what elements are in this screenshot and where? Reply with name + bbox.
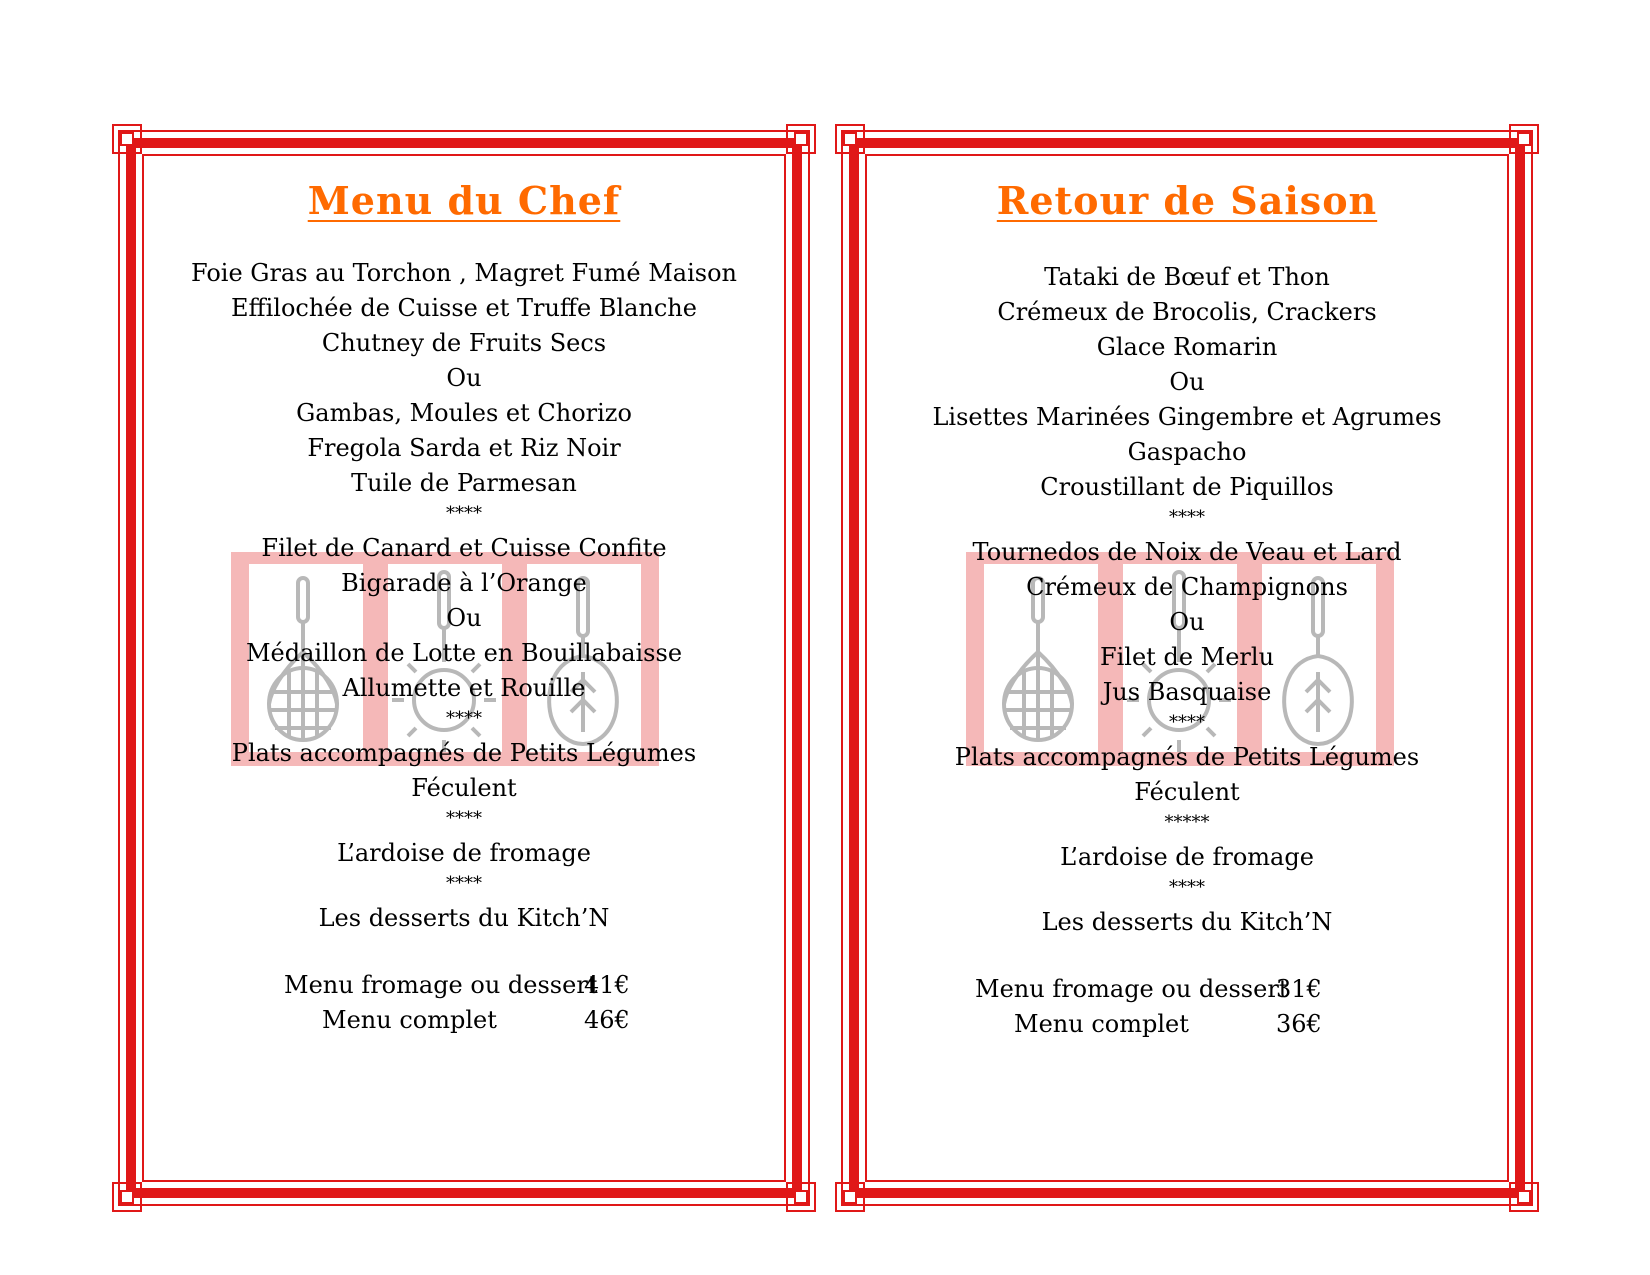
menu-items-list	[841, 260, 1533, 1042]
price-label: Menu complet	[1014, 1010, 1189, 1038]
menu-line: Croustillant de Piquillos	[1040, 473, 1334, 501]
menu-line: Bigarade à l’Orange	[341, 569, 587, 597]
menu-line: Plats accompagnés de Petits Légumes	[231, 739, 697, 767]
course-separator: ****	[446, 708, 482, 729]
menu-line: L’ardoise de fromage	[1060, 843, 1314, 871]
menu-title: Retour de Saison	[996, 178, 1378, 223]
course-separator: ****	[1169, 877, 1205, 898]
menu-line: Médaillon de Lotte en Bouillabaisse	[245, 639, 683, 667]
menu-line: Glace Romarin	[1096, 333, 1278, 361]
menu-line: Plats accompagnés de Petits Légumes	[954, 743, 1420, 771]
menu-line: Filet de Merlu	[1099, 643, 1275, 671]
price-value: 46€	[584, 1006, 630, 1034]
menu-line: Chutney de Fruits Secs	[321, 329, 607, 357]
menu-line: Tataki de Bœuf et Thon	[1044, 263, 1330, 291]
menu-line: Jus Basquaise	[1102, 678, 1272, 706]
menu-line: Les desserts du Kitch’N	[318, 904, 610, 932]
price-label: Menu fromage ou dessert	[975, 975, 1289, 1003]
menu-line: Féculent	[1134, 778, 1240, 806]
price-row	[118, 1003, 810, 1038]
menu-line: Féculent	[411, 774, 517, 802]
menu-line: Ou	[1169, 608, 1205, 636]
menu-card-chef	[118, 130, 810, 1206]
menu-line: Gambas, Moules et Chorizo	[296, 399, 632, 427]
menu-line: Crémeux de Champignons	[1026, 573, 1348, 601]
menu-line: Ou	[446, 364, 482, 392]
price-row	[118, 968, 810, 1003]
menu-line: Tournedos de Noix de Veau et Lard	[972, 538, 1402, 566]
price-label: Menu complet	[322, 1006, 497, 1034]
menu-line: Foie Gras au Torchon , Magret Fumé Maison	[190, 259, 738, 287]
menu-line: Allumette et Rouille	[342, 674, 586, 702]
menu-line: L’ardoise de fromage	[337, 839, 591, 867]
menu-line: Filet de Canard et Cuisse Confite	[261, 534, 667, 562]
course-separator: ****	[1169, 507, 1205, 528]
price-row	[841, 972, 1533, 1007]
price-value: 36€	[1276, 1010, 1322, 1038]
menu-title: Menu du Chef	[307, 178, 621, 223]
menu-line: Crémeux de Brocolis, Crackers	[997, 298, 1377, 326]
price-label: Menu fromage ou dessert	[284, 971, 598, 999]
menu-line: Ou	[1169, 368, 1205, 396]
price-row	[841, 1007, 1533, 1042]
menu-line: Tuile de Parmesan	[351, 469, 577, 497]
course-separator: ****	[446, 873, 482, 894]
course-separator: ****	[446, 808, 482, 829]
menu-line: Effilochée de Cuisse et Truffe Blanche	[231, 294, 697, 322]
price-value: 31€	[1276, 975, 1322, 1003]
menu-line: Les desserts du Kitch’N	[1041, 908, 1333, 936]
menu-line: Fregola Sarda et Riz Noir	[307, 434, 621, 462]
course-separator: *****	[1164, 812, 1210, 833]
course-separator: ****	[446, 503, 482, 524]
menu-items-list	[118, 256, 810, 1038]
menu-line: Ou	[446, 604, 482, 632]
menu-line: Gaspacho	[1127, 438, 1247, 466]
menu-line: Lisettes Marinées Gingembre et Agrumes	[932, 403, 1442, 431]
course-separator: ****	[1169, 712, 1205, 733]
price-value: 41€	[584, 971, 630, 999]
menu-card-saison	[841, 130, 1533, 1206]
